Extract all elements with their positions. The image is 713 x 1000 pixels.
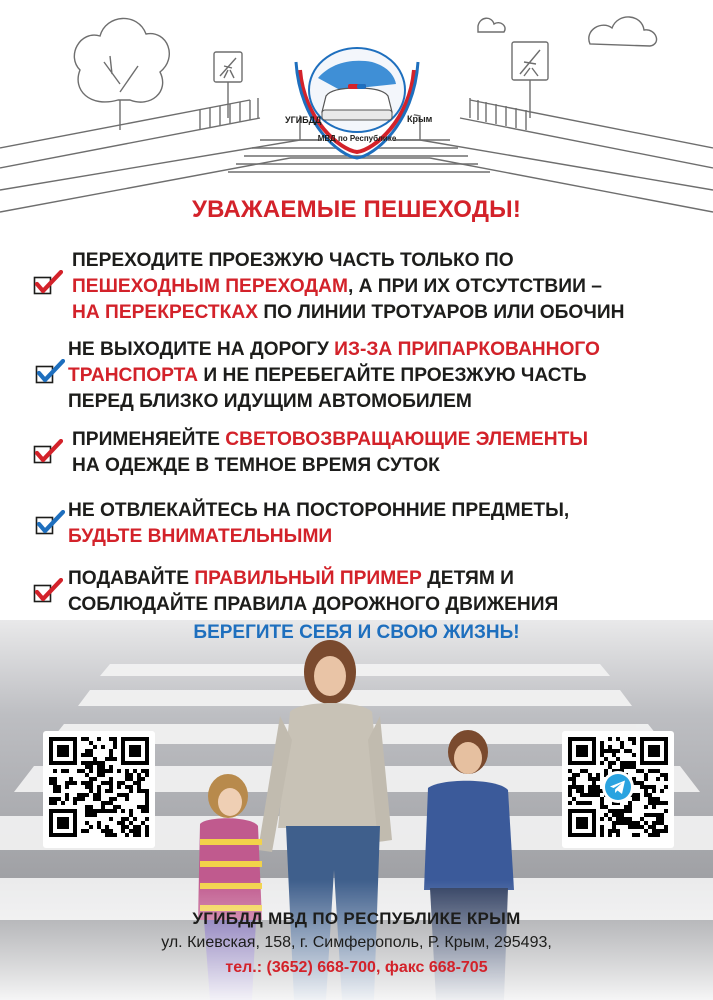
rule-text-segment: , А ПРИ ИХ ОТСУТСТВИИ – <box>347 276 602 297</box>
rule-line <box>68 498 569 524</box>
rule-text-segment: НЕ ВЫХОДИТЕ НА ДОРОГУ <box>68 339 335 360</box>
highlight-text: БУДЬТЕ ВНИМАТЕЛЬНЫМИ <box>68 526 333 547</box>
highlight-text: ТРАНСПОРТА <box>68 365 199 386</box>
rule-line <box>72 274 624 300</box>
rule-text <box>68 337 600 415</box>
rule-text-segment: ПО ЛИНИИ ТРОТУАРОВ ИЛИ ОБОЧИН <box>258 302 625 323</box>
pedestrian-sign-icon <box>214 52 242 118</box>
rule-text-segment: НА ОДЕЖДЕ В ТЕМНОЕ ВРЕМЯ СУТОК <box>72 455 440 476</box>
rule-line <box>72 300 624 326</box>
logo-bottom-text: МВД по Республике <box>317 134 397 143</box>
rule-line <box>72 453 588 479</box>
pedestrian-sign-icon <box>512 42 548 118</box>
check-icon <box>35 510 65 536</box>
rule-text <box>68 498 569 550</box>
highlight-text: ПЕШЕХОДНЫМ ПЕРЕХОДАМ <box>72 276 348 297</box>
rule-line <box>68 592 558 618</box>
organization-address: ул. Киевская, 158, г. Симферополь, Р. Крым, 295493, <box>161 934 552 951</box>
highlight-text: НА ПЕРЕКРЕСТКАХ <box>72 302 259 323</box>
qr-code-icon <box>49 737 149 837</box>
rule-line <box>68 389 600 415</box>
organization-name: УГИБДД МВД ПО РЕСПУБЛИКЕ КРЫМ <box>192 909 521 928</box>
check-icon <box>33 439 63 465</box>
rule-text-segment: ПРИМЕНЯЕЙТЕ <box>72 429 226 450</box>
highlight-text: ИЗ-ЗА ПРИПАРКОВАННОГО <box>334 339 600 360</box>
telegram-icon <box>601 770 635 804</box>
rule-text-segment: ПЕРЕХОДИТЕ ПРОЕЗЖУЮ ЧАСТЬ ТОЛЬКО ПО <box>72 250 514 271</box>
street-scene-illustration <box>0 0 713 215</box>
rule-line <box>72 248 624 274</box>
check-icon <box>33 270 63 296</box>
check-icon <box>33 578 63 604</box>
rule-text-segment: ПЕРЕД БЛИЗКО ИДУЩИМ АВТОМОБИЛЕМ <box>68 391 472 412</box>
rule-text-segment: И НЕ ПЕРЕБЕГАЙТЕ ПРОЕЗЖУЮ ЧАСТЬ <box>198 365 587 386</box>
tree-icon <box>74 18 169 130</box>
rule-text-segment: ДЕТЯМ И <box>421 568 514 589</box>
qr-code-left[interactable] <box>43 731 155 848</box>
qr-code-right[interactable] <box>562 731 674 848</box>
rule-line <box>68 363 600 389</box>
rule-text-segment: НЕ ОТВЛЕКАЙТЕСЬ НА ПОСТОРОННИЕ ПРЕДМЕТЫ, <box>68 500 570 521</box>
highlight-text: СВЕТОВОЗВРАЩАЮЩИЕ ЭЛЕМЕНТЫ <box>225 429 589 450</box>
rule-text-segment: СОБЛЮДАЙТЕ ПРАВИЛА ДОРОЖНОГО ДВИЖЕНИЯ <box>68 594 559 615</box>
contact-phone[interactable]: тел.: (3652) 668-700, факс 668-705 <box>225 959 488 976</box>
rule-line <box>72 427 588 453</box>
rule-line <box>68 566 558 592</box>
highlight-text: ПРАВИЛЬНЫЙ ПРИМЕР <box>194 568 422 589</box>
rule-text <box>68 566 558 618</box>
rule-line <box>68 337 600 363</box>
rule-text <box>72 248 624 326</box>
rule-line <box>68 524 569 550</box>
check-icon <box>35 359 65 385</box>
mvd-emblem-logo <box>285 28 433 158</box>
logo-left-text: УГИБДД <box>285 115 322 125</box>
slogan: БЕРЕГИТЕ СЕБЯ И СВОЮ ЖИЗНЬ! <box>193 622 520 643</box>
page-title: УВАЖАЕМЫЕ ПЕШЕХОДЫ! <box>191 196 522 223</box>
rule-text-segment: ПОДАВАЙТЕ <box>68 568 195 589</box>
rule-text <box>72 427 588 479</box>
logo-right-text: Крым <box>407 114 433 124</box>
